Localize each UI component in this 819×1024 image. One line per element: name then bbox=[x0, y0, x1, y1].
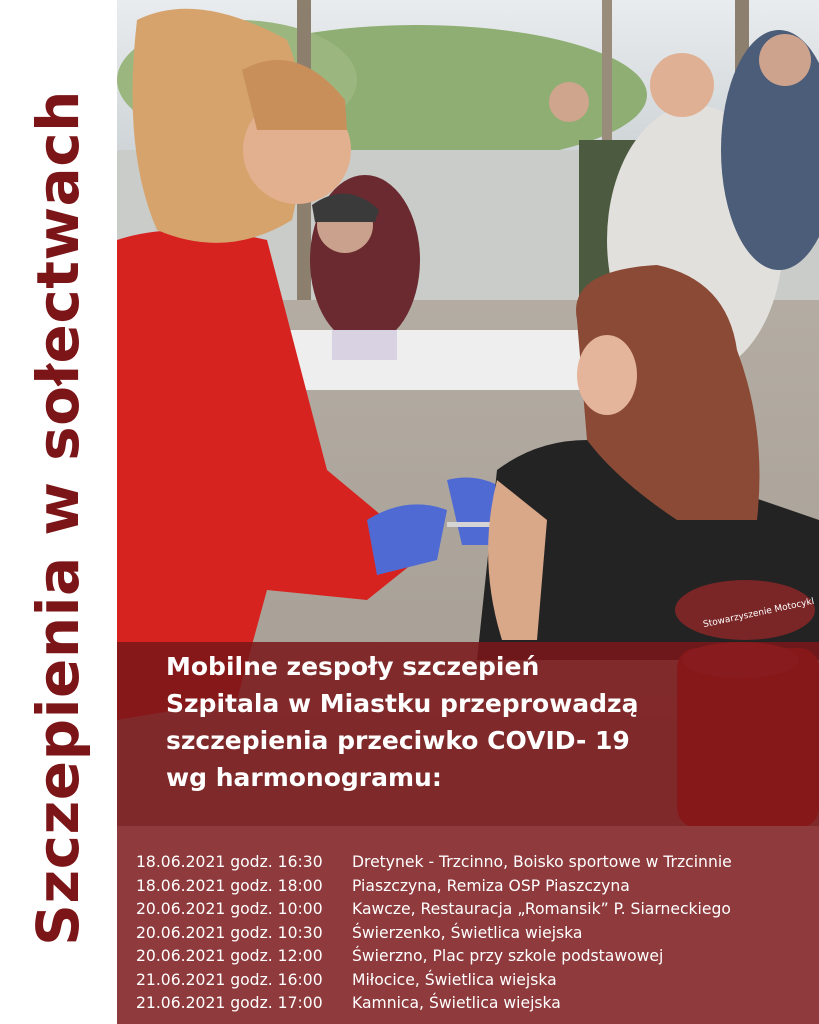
schedule-location: Piaszczyna, Remiza OSP Piaszczyna bbox=[352, 876, 630, 895]
headline-line: Mobilne zespoły szczepień bbox=[166, 652, 540, 681]
schedule-location: Świerzenko, Świetlica wiejska bbox=[352, 923, 583, 942]
schedule-row bbox=[136, 922, 816, 946]
schedule-location: Kawcze, Restauracja „Romansik” P. Siarneckiego bbox=[352, 900, 731, 918]
schedule-date-time: 20.06.2021 godz. 10:00 bbox=[136, 900, 323, 918]
schedule-date-time: 21.06.2021 godz. 17:00 bbox=[136, 994, 323, 1012]
shirt-print: Stowarzyszenie Motocykl bbox=[702, 596, 816, 631]
headline-line: wg harmonogramu: bbox=[166, 763, 442, 792]
side-banner bbox=[0, 0, 115, 1024]
schedule-row bbox=[136, 875, 816, 899]
schedule-date-time: 20.06.2021 godz. 10:30 bbox=[136, 923, 323, 942]
schedule-location: Dretynek - Trzcinno, Boisko sportowe w Trzcinnie bbox=[352, 853, 732, 871]
schedule-row bbox=[136, 992, 816, 1016]
headline bbox=[166, 648, 806, 796]
schedule-date-time: 18.06.2021 godz. 16:30 bbox=[136, 853, 323, 871]
headline-line: Szpitala w Miastku przeprowadzą bbox=[166, 689, 639, 718]
schedule-date-time: 20.06.2021 godz. 12:00 bbox=[136, 947, 323, 965]
schedule-row bbox=[136, 969, 816, 993]
headline-line: szczepienia przeciwko COVID- 19 bbox=[166, 726, 630, 755]
schedule-location: Miłocice, Świetlica wiejska bbox=[352, 970, 557, 989]
schedule-row bbox=[136, 851, 816, 875]
schedule-date-time: 18.06.2021 godz. 18:00 bbox=[136, 876, 323, 895]
schedule-date-time: 21.06.2021 godz. 16:00 bbox=[136, 970, 323, 989]
schedule-location: Kamnica, Świetlica wiejska bbox=[352, 994, 561, 1012]
schedule-location: Świerzno, Plac przy szkole podstawowej bbox=[352, 947, 664, 965]
side-title: Szczepienia w sołectwach bbox=[24, 90, 92, 946]
schedule-row bbox=[136, 945, 816, 969]
schedule-row bbox=[136, 898, 816, 922]
schedule-list bbox=[136, 851, 816, 1016]
